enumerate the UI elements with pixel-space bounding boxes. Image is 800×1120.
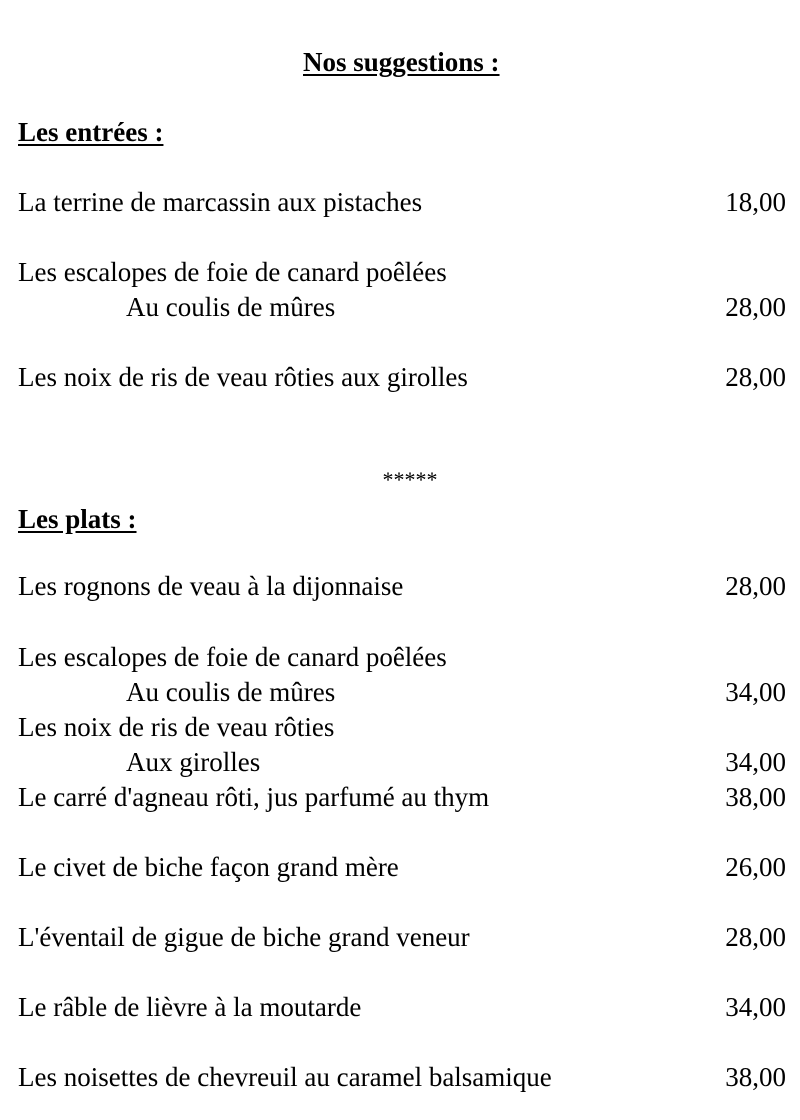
menu-item-name: Les noisettes de chevreuil au caramel balsamique <box>18 1062 552 1092</box>
menu-item-subline: Aux girolles <box>126 747 261 777</box>
menu-item-name: Les escalopes de foie de canard poêlées <box>18 257 447 287</box>
menu-item-name: L'éventail de gigue de biche grand veneur <box>18 922 470 952</box>
menu-item-price: 34,00 <box>725 677 786 707</box>
menu-item-name: Les escalopes de foie de canard poêlées <box>18 642 447 672</box>
menu-item-price: 38,00 <box>725 1062 786 1092</box>
menu-item-price: 34,00 <box>725 747 786 777</box>
menu-item-price: 28,00 <box>725 362 786 392</box>
menu-item-price: 38,00 <box>725 782 786 812</box>
menu-item-name: Le râble de lièvre à la moutarde <box>18 992 362 1022</box>
menu-item-subline: Au coulis de mûres <box>126 292 336 322</box>
menu-item-price: 34,00 <box>725 992 786 1022</box>
menu-item-price: 26,00 <box>725 852 786 882</box>
menu-item-subline: Au coulis de mûres <box>126 677 336 707</box>
menu-item-price: 18,00 <box>725 187 786 217</box>
section-separator: ***** <box>382 467 438 492</box>
menu-item-name: Les noix de ris de veau rôties aux girolles <box>18 362 468 392</box>
menu-item-name: Les noix de ris de veau rôties <box>18 712 335 742</box>
menu-item-price: 28,00 <box>725 571 786 601</box>
menu-item-price: 28,00 <box>725 292 786 322</box>
menu-item-price: 28,00 <box>725 922 786 952</box>
menu-item-name: La terrine de marcassin aux pistaches <box>18 187 423 217</box>
section-heading-plats: Les plats : <box>18 504 137 534</box>
page-title: Nos suggestions : <box>303 47 500 77</box>
menu-item-name: Le civet de biche façon grand mère <box>18 852 399 882</box>
menu-item-name: Le carré d'agneau rôti, jus parfumé au thym <box>18 782 490 812</box>
section-heading-entrees: Les entrées : <box>18 117 164 147</box>
menu-item-name: Les rognons de veau à la dijonnaise <box>18 571 404 601</box>
